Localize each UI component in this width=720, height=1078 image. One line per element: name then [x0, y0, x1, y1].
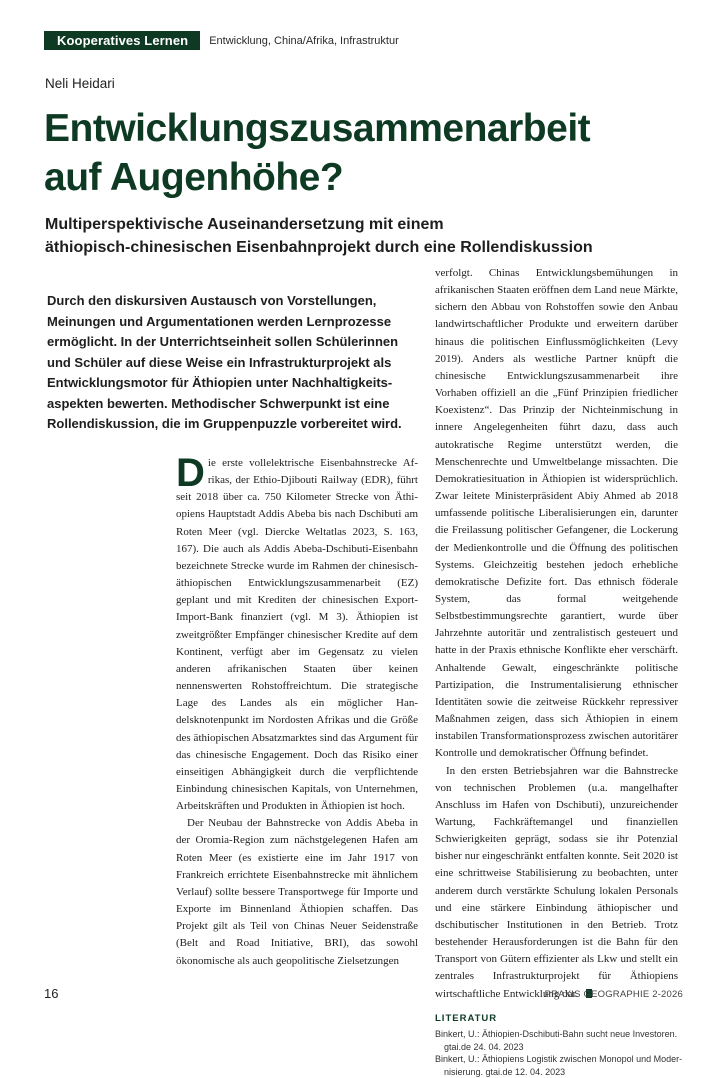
- article-title: [44, 104, 704, 202]
- body-paragraph-3: [435, 763, 678, 1003]
- literature-item: Binkert, U.: Äthiopien-Dschibuti-Bahn sucht neue Investoren. gtai.de 24. 04. 2023: [435, 1029, 678, 1052]
- lead-paragraph: Durch den diskursiven Austausch von Vorstellungen, Meinungen und Argumentationen werden Lernprozesse ermöglicht. In der Unterrichtseinheit sollen Schülerinnen und Schüler auf diese Weise ein Infrastrukturprojekt als Entwicklungsmotor für Äthiopien unter Nachhaltigkeitsaspekten bewerten. Methodischer Schwerpunkt ist eine Rollendiskussion, die im Gruppenpuzzle vorbereitet wird.: [47, 293, 402, 431]
- literature-heading: LITERATUR: [435, 1013, 498, 1024]
- body-paragraph-2-start: Der Neubau der Bahnstrecke von Addis Abeba in der Oromia-Region zum nächstgelegenen Hafen am Roten Meer (es existierte eine im Jahr 1917 von Frankreich errichtete Eisenbahnstrecke mit ähnlichem Verlauf) sollte bessere Transportwege für Importe und Exporte im Binnenland Äthiopien schaffen. Das Projekt gilt als Teil von Chinas Neuer Seidenstraße (Belt and Road Initiative, BRI), das sowohl ökonomische als auch geopolitische Zielsetzungen: [176, 817, 418, 967]
- section-header: [44, 31, 399, 50]
- journal-footer: PRAXIS GEOGRAPHIE 2-2026: [544, 989, 683, 1000]
- subtitle-line-1: Multiperspektivische Auseinandersetzung mit einem: [45, 216, 444, 233]
- body-column-1: [176, 455, 418, 976]
- title-line-2: auf Augenhöhe?: [44, 156, 344, 199]
- author-name: Neli Heidari: [45, 76, 115, 91]
- body-column-2: [435, 265, 678, 1003]
- paragraph-3-text: In den ersten Betriebsjahren war die Bahnstrecke von technischen Problemen (u.a. mangelhafter Anschluss im Hafen von Dschibuti), unzureichender Wartung, Fachkräftemangel und finanziellen Schwierigkeiten geprägt, sodass sie ihr Potenzial bisher nur eingeschränkt entfalten konnte. Seit 2020 ist eine schrittweise Stabilisierung zu beobachten, unter anderem durch verstärkte Schulung lokalen Personals und eine stärkere Einbindung äthiopischer und dschibutischer Institutionen in den Betrieb. Trotz bestehender Herausforderungen ist die Bahn für den Transport von Gütern effizienter als Lkw und stellt ein zentrales Infrastrukturprojekt für Äthiopiens wirtschaftliche Entwicklung dar.: [435, 764, 678, 1000]
- page-number: 16: [44, 986, 59, 1001]
- article-subtitle: [45, 213, 705, 259]
- subtitle-line-2: äthiopisch-chinesischen Eisenbahnprojekt durch eine Rollendiskussion: [45, 239, 593, 256]
- drop-cap: D: [176, 455, 205, 495]
- topic-keywords: Entwicklung, China/Afrika, Infrastruktur: [209, 34, 399, 47]
- title-line-1: Entwicklungszusammenarbeit: [44, 107, 591, 150]
- paragraph-1-text: ie erste vollelektrische Eisenbahnstrecke Afrikas, der Ethio-Djibouti Railway (EDR), führt seit 2018 über ca. 750 Kilometer Strecke von Äthiopiens Hauptstadt Addis Abeba bis nach Dschibuti am Roten Meer (vgl. Diercke Weltatlas 2023, S. 163, 167). Die auch als Addis Abeba-Dschibuti-Eisenbahn bezeichnete Strecke wurde im Rahmen der chinesisch-äthiopischen Entwicklungszusammenarbeit (EZ) geplant und mit Krediten der chinesischen Export-Import-Bank finanziert (vgl. M 3). Äthiopien ist zweitgrößter Empfänger chinesischer Kredite auf dem Kontinent, verfügt aber im Gegensatz zu vielen anderen afrikanischen Staaten über keinen nennenswerten Rohstoffreichtum. Die strategische Lage des Landes als ein möglicher Handelsknotenpunkt im Nordosten Afrikas und die Größe des äthiopischen Absatzmarktes sind das Argument für das chinesische Engagement. Doch das Risiko einer einseitigen Abhängigkeit durch die verpflichtende Einbindung chinesischen Kapitals, von Unternehmen, Arbeitskräften und Produkten in Äthiopien ist hoch.: [176, 457, 418, 813]
- literature-section: [435, 1013, 685, 1078]
- body-paragraph-2-continued: verfolgt. Chinas Entwicklungsbemühungen in afrikanischen Staaten eröffnen dem Land neue Märkte, sichern den Abbau von Rohstoffen sowie den Anbau landwirtschaftlicher Produkte und erweitern darüber hinaus die politischen Einflussmöglichkeiten (Levy 2019). Anders als westliche Partner knüpft die chinesische Entwicklungszusammenarbeit ihre Vorhaben offiziell an die „Fünf Prinzipien friedlicher Koexistenz“. Das Prinzip der Nichteinmischung in innere Angelegenheiten führt dazu, dass auch autokratische Regime unterstützt werden, die Menschenrechte und Umweltbelange missachten. Die Demokratiesituation in Äthiopien ist widersprüchlich. Zwar leitete Ministerpräsident Abiy Ahmed ab 2018 umfassende politische Liberalisierungen ein, darunter die Freilassung politischer Gefangener, die Lockerung der Medienkontrolle und die Öffnung des politischen Systems. Gleichzeitig bestehen jedoch erhebliche demokratische Defizite fort. Das ethnisch föderale System, das formal weitgehende Selbstbestimmungsrechte garantiert, wurde über Jahrzehnte autoritär und zentralistisch gesteuert und hatte in der Praxis ethnische Konflikte eher verschärft. Anhaltende Gewalt, eingeschränkte politische Partizipation, die Instrumentalisierung ethnischer Identitäten sowie die zeitweise Rückkehr repressiver Maßnahmen zeigen, dass sich Äthiopien in einem instabilen Transformationsprozess zwischen autoritärer Kontrolle und demokratischer Öffnung befindet.: [435, 267, 678, 760]
- category-tag: Kooperatives Lernen: [44, 31, 200, 50]
- literature-item: Binkert, U.: Äthiopiens Logistik zwischen Monopol und Modernisierung. gtai.de 12. 04. 2023: [435, 1054, 683, 1077]
- body-paragraph-1: [176, 455, 418, 815]
